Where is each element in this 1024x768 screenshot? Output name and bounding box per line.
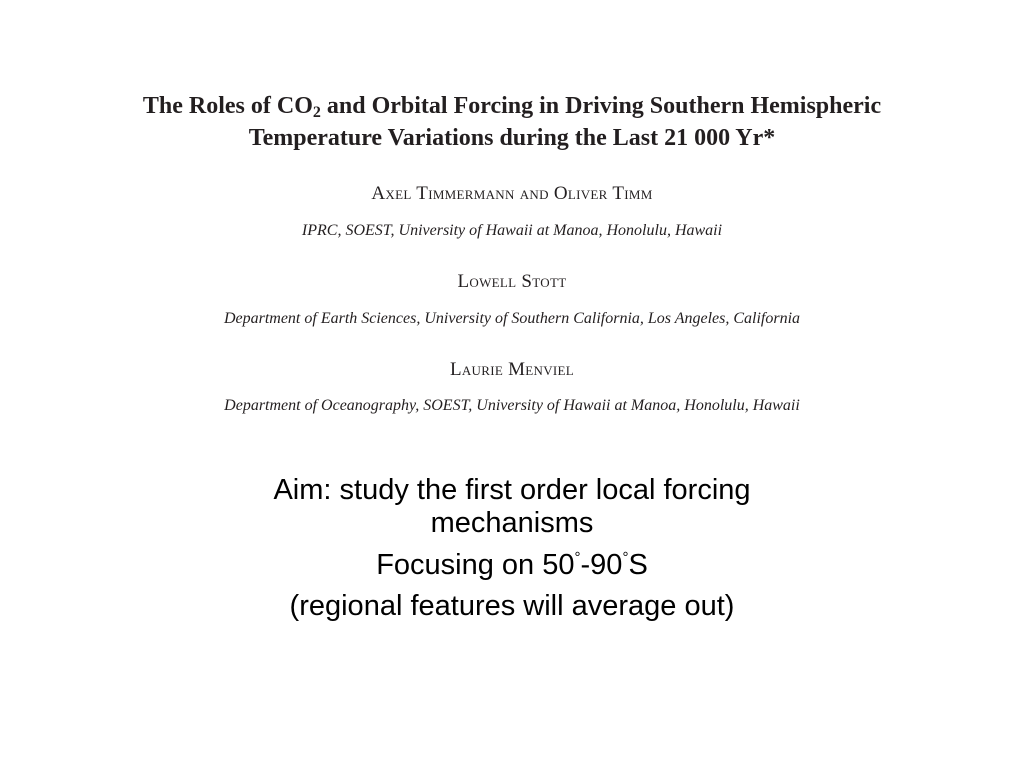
- degree-symbol-1: °: [574, 549, 581, 566]
- degree-symbol-2: °: [622, 549, 629, 566]
- paper-title-pre: The Roles of CO: [142, 93, 313, 119]
- focus-text: [0, 549, 1024, 582]
- affiliation-3: Department of Oceanography, SOEST, University of Hawaii at Manoa, Honolulu, Hawaii: [224, 397, 800, 414]
- focus-pre: Focusing on 50: [376, 549, 575, 581]
- affiliation-2: Department of Earth Sciences, University of Southern California, Los Angeles, California: [223, 310, 801, 327]
- paper-title-post: and Orbital Forcing in Driving Southern Hemispheric: [320, 93, 882, 119]
- focus-mid: -90: [580, 549, 623, 581]
- paper-title-line-1: [0, 90, 1024, 122]
- author-group-2: Lowell Stott: [457, 271, 567, 292]
- regional-text: (regional features will average out): [289, 590, 735, 622]
- author-group-3: Laurie Menviel: [449, 359, 575, 380]
- paper-title-subscript: 2: [312, 104, 321, 121]
- aim-text: Aim: study the first order local forcing mechanisms: [273, 474, 751, 539]
- focus-post: S: [628, 549, 648, 581]
- author-group-1: Axel Timmermann and Oliver Timm: [371, 183, 653, 204]
- affiliation-1: IPRC, SOEST, University of Hawaii at Manoa, Honolulu, Hawaii: [301, 222, 723, 239]
- paper-title-line-2: Temperature Variations during the Last 21 000 Yr*: [248, 125, 776, 151]
